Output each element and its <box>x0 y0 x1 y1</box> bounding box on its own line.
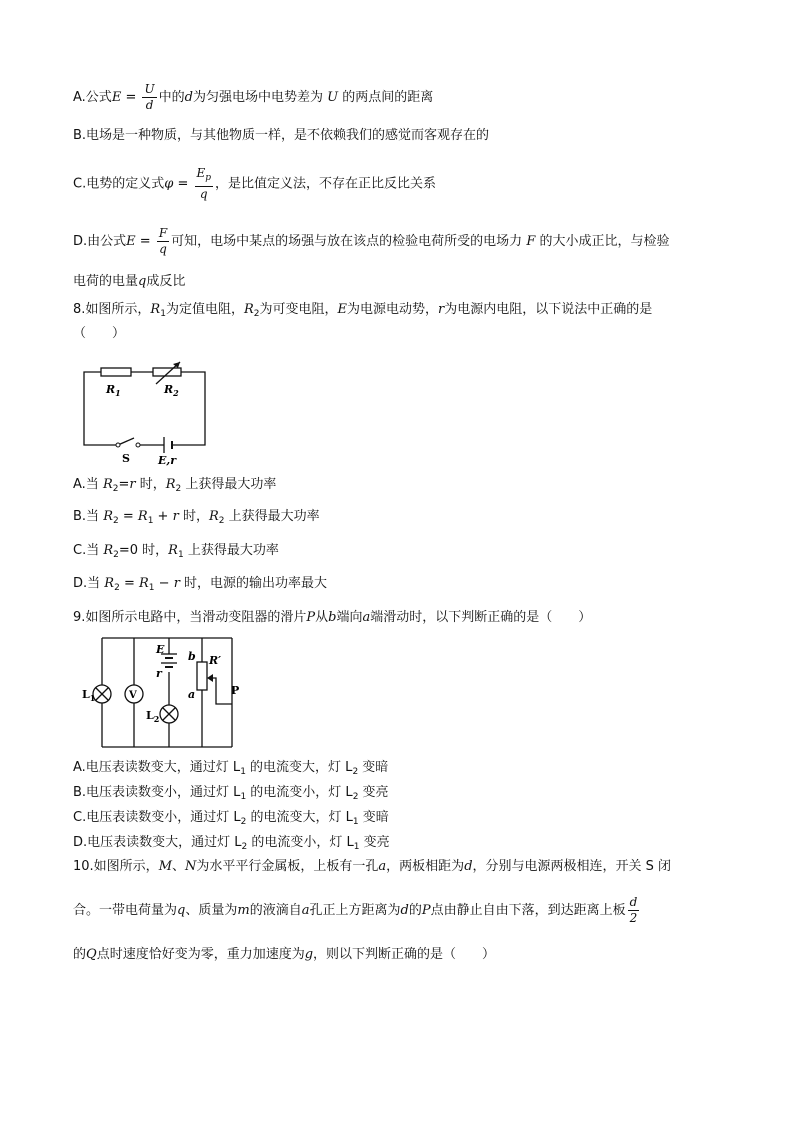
question-9-stem: 9.如图所示电路中，当滑动变阻器的滑片P从b端向a端滑动时，以下判断正确的是（ ） <box>73 610 592 625</box>
question-10-line3: 的Q点时速度恰好变为零，重力加速度为g，则以下判断正确的是（ ） <box>73 947 496 962</box>
q9-option-b: B.电压表读数变小，通过灯 $L_1$ 的电流变小，灯 $L_2$ 变亮 <box>73 785 389 802</box>
q8-option-a: A.当 $R_2=r$ 时，$R_2$ 上获得最大功率 <box>73 477 277 494</box>
q9-option-a: A.电压表读数变大，通过灯 $L_1$ 的电流变大，灯 $L_2$ 变暗 <box>73 760 389 777</box>
label-r-prime: R′ <box>209 654 222 667</box>
label-l1: $L_1$ <box>82 688 96 703</box>
circuit-diagram-q9 <box>76 632 248 754</box>
label-e: E <box>156 643 165 656</box>
q9-option-c: C.电压表读数变小，通过灯 $L_2$ 的电流变大，灯 $L_1$ 变暗 <box>73 810 389 827</box>
fraction-d-over-2: $\frac{d}{2}$ <box>629 895 638 925</box>
q9-option-d: D.电压表读数变大，通过灯 $L_2$ 的电流变小，灯 $L_1$ 变亮 <box>73 835 390 852</box>
q8-option-d: D.当 $R_2 = R_1 - r$ 时，电源的输出功率最大 <box>73 576 328 593</box>
option-7b: B.电场是一种物质，与其他物质一样，是不依赖我们的感觉而客观存在的 <box>73 128 490 143</box>
fraction-ep-over-q: $\frac{E_p}{q}$ <box>196 166 212 201</box>
rheostat-r-prime <box>197 662 207 690</box>
label-b: b <box>188 650 196 663</box>
fraction-u-over-d: $\frac{U}{d}$ <box>144 82 155 112</box>
question-8-stem: 8.如图所示，$R_1$为定值电阻，$R_2$为可变电阻，E为电源电动势，r为电源内电阻，以下说法中正确的是 <box>73 302 653 319</box>
question-8-paren: （ ） <box>73 326 126 341</box>
fraction-f-over-q: $\frac{F}{q}$ <box>158 226 168 256</box>
label-p: P <box>231 684 240 697</box>
option-7d: D.由公式E = $\frac{F}{q}$ 可知，电场中某点的场强与放在该点的检验电荷所受的电场力 F 的大小成正比，与检验 <box>73 226 670 256</box>
label-r1: $R_1$ <box>106 383 121 398</box>
slider-arrow-icon <box>207 674 213 682</box>
label-voltmeter: V <box>129 690 137 701</box>
q8-option-c: C.当 $R_2=0$ 时，$R_1$ 上获得最大功率 <box>73 543 279 560</box>
label-r2: $R_2$ <box>164 383 179 398</box>
label-r: r <box>156 667 162 680</box>
resistor-r1 <box>101 368 131 376</box>
option-7d-cont: 电荷的电量q成反比 <box>73 274 186 289</box>
label-switch: S <box>122 452 130 465</box>
resistor-r2 <box>153 368 181 376</box>
label-source: E,r <box>158 454 177 467</box>
option-7a: A.公式E = $\frac{U}{d}$ 中的d为匀强电场中电势差为 U 的两点间的距离 <box>73 82 434 112</box>
q8-option-b: B.当 $R_2 = R_1 + r$ 时，$R_2$ 上获得最大功率 <box>73 509 320 526</box>
switch-contact <box>116 443 120 447</box>
slider-p-lead <box>210 678 232 704</box>
option-7c: C.电势的定义式φ = $\frac{E_p}{q}$ ，是比值定义法，不存在正比反比关系 <box>73 166 437 201</box>
label-a: a <box>188 688 196 701</box>
question-10-line1: 10.如图所示，M、N为水平平行金属板，上板有一孔a，两板相距为d，分别与电源两极相连，开关 S 闭 <box>73 859 672 874</box>
circuit-diagram-q8 <box>76 360 211 470</box>
switch-s <box>118 438 134 445</box>
label-l2: $L_2$ <box>146 709 160 724</box>
question-10-line2: 合。一带电荷量为q、质量为m的液滴自a孔正上方距离为d的P点由静止自由下落，到达距离上板 $\frac{d}{2}$ <box>73 895 638 925</box>
